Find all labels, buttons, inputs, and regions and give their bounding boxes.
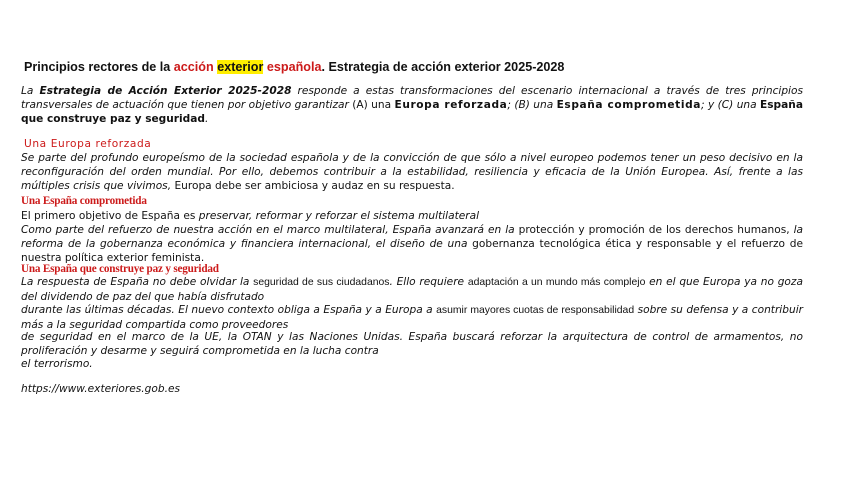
title-word-exterior-highlighted: exterior — [217, 60, 264, 74]
title-word-accion: acción — [173, 60, 214, 74]
title-text: Principios rectores de la — [24, 60, 174, 74]
title-word-espanola: española — [266, 60, 322, 74]
heading-espana-comprometida: Una España comprometida — [21, 195, 147, 207]
page-title — [24, 60, 824, 74]
paz-paragraph-3: de seguridad en el marco de la UE, la OTAN y las Naciones Unidas. España buscará reforzar la arquitectura de control de armamentos, no proliferación y desarme y seguirá comprometida en la lucha contra — [21, 331, 804, 357]
paz-paragraph-4: el terrorismo. — [21, 358, 93, 370]
source-link[interactable]: https://www.exteriores.gob.es — [21, 383, 180, 395]
paz-paragraph-2: durante las últimas décadas. El nuevo contexto obliga a España y a Europa a asumir mayores cuotas de responsabilidad sobre su defensa y a contribuir más a la seguridad compartida como proveedores — [21, 304, 803, 331]
intro-paragraph: La Estrategia de Acción Exterior 2025-2028 responde a estas transformaciones del escenario internacional a través de tres principios transversales de actuación que tienen por objetivo garantizar (A) una Europa reforzada; (B) una España comprometida; y (C) una España que construye paz y seguridad. — [21, 85, 803, 125]
heading-espana-paz-seguridad: Una España que construye paz y seguridad — [21, 263, 219, 275]
title-text-end: . Estrategia de acción exterior 2025-2028 — [321, 60, 565, 74]
europa-paragraph: Se parte del profundo europeísmo de la sociedad española y de la convicción de que sólo a nivel europeo podemos tener un peso decisivo en la reconfiguración del orden mundial. Por ello, debemos contribuir a la estabilidad, resiliencia y eficacia de la Unión Europea. Así, frente a las múltiples crisis que vivimos, Europa debe ser ambiciosa y audaz en su respuesta. — [21, 152, 803, 192]
comprometida-paragraph: Como parte del refuerzo de nuestra acción en el marco multilateral, España avanzará en la protección y promoción de los derechos humanos, la reforma de la gobernanza económica y financiera internacional, el diseño de una gobernanza tecnológica ética y responsable y el refuerzo de nuestra política exterior feminista. — [21, 224, 804, 264]
paz-paragraph-1: La respuesta de España no debe olvidar la seguridad de sus ciudadanos. Ello requiere adaptación a un mundo más complejo en el que Europa ya no goza del dividendo de paz del que había disfrutado — [21, 276, 803, 303]
comprometida-line1: El primero objetivo de España es preservar, reformar y reforzar el sistema multilateral — [21, 210, 480, 222]
heading-europa-reforzada: Una Europa reforzada — [24, 138, 152, 150]
